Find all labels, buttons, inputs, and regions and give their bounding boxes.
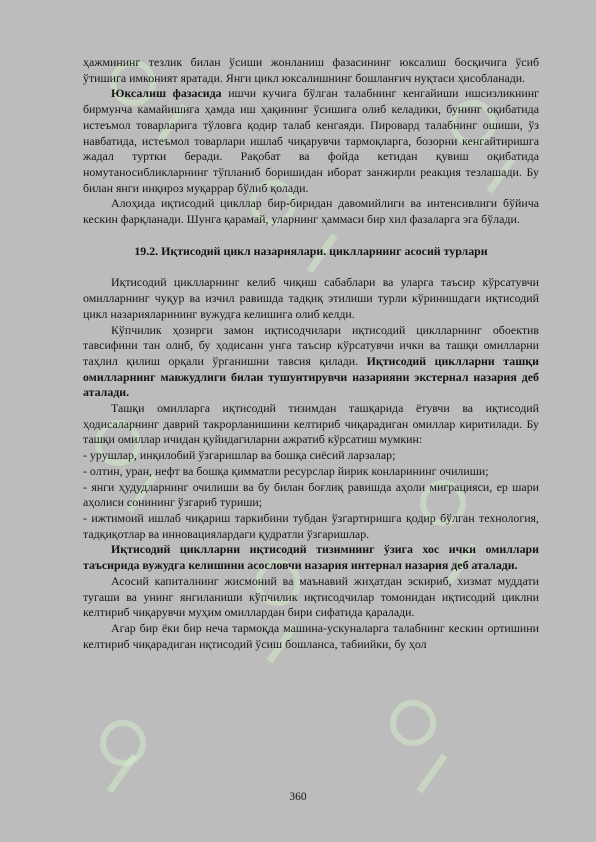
text-run: Асосий капиталнинг жисмоний ва маънавий жиҳатдан эскириб, хизмат муддати тугаши ва унинг янгиланиши кўпчилик иқтисодчилар томонидан иқтисодий циклни келтириб чиқарувчи муҳим омиллардан бири сифатида қаралади. [83,573,539,620]
paragraph [83,542,539,573]
text-run: Алоҳида иқтисодий цикллар бир-биридан давомийлиги ва интенсивлиги бўйича кескин фарқланади. Шунга қарамай, уларнинг ҳаммаси бир хил фазаларга эга бўлади. [83,196,539,227]
bold-text-run: Иқтисодий циклларни ташқи омилларнинг мавжудлиги билан тушунтирувчи назарияни экстернал назария деб аталади. [83,353,539,400]
text-run: Иқтисодий циклларнинг келиб чиқиш сабаблари ва уларга таъсир кўрсатувчи омилларнинг чуқур ва изчил равишда тадқиқ этилиши турли кўринишдаги иқтисодий цикл назарияларининг вужудга келишига олиб келди. [83,275,539,321]
paragraph [83,323,539,402]
paragraph [83,621,539,652]
text-run: - янги ҳудудларнинг очилиши ва бу билан боғлиқ равишда аҳоли миграцияси, ер шари аҳолиси сонининг ўзгариб туриши; [83,479,539,510]
bold-text-run: Иқтисодий циклларни иқтисодий тизимнинг ўзига хос ички омиллари таъсирида вужудга келишини асословчи назария интернал назария деб аталади. [83,542,539,573]
text-run: Ташқи омилларга иқтисодий тизимдан ташқарида ётувчи ва иқтисодий ҳодисаларнинг даврий такрорланишини келтириб чиқарадиган омиллар киритилади. Бу ташқи омиллар ичидан қуйидагиларни ажратиб кўрсатиш мумкин: [83,401,539,447]
paragraph [83,55,539,86]
watermark-mark [390,700,436,746]
bullet-item [83,511,539,542]
text-run: ҳажмининг тезлик билан ўсиши жонланиш фазасининг юксалиш босқичига ўсиб ўтишига имконият яратади. Янги цикл юксалишнинг бошланғич нуқтаси ҳисобланади. [83,55,539,85]
bold-text-run: Юксалиш фазасида [111,86,222,101]
paragraph [83,401,539,448]
text-run: Кўпчилик ҳозирги замон иқтисодчилари иқтисодий циклларнинг обоектив тавсифини тан олиб, бу ҳодисанн унга таъсир кўрсатувчи ички ва ташқи омилларни таҳлил қилиш орқали ўрганишни тавсия қилади. [83,322,539,368]
bullet-item [83,448,539,464]
text-run: Агар бир ёки бир неча тармоқда машина-ускуналарга талабнинг кескин ортишини келтириб чиқарадиган иқтисодий ўсиш бошланса, табиийки, бу ҳол [83,620,539,651]
paragraph [83,196,539,227]
paragraph [83,574,539,621]
text-run: ишчи кучига бўлган талабнинг кенгайиши ишсизликнинг бирмунча камайишига ҳамда иш ҳақининг ўсишига олиб келадики, бунинг оқибатида истеъмол товарларига тўловга қодир талаб кенгаяди. Пировард талабнинг ошиши, ўз навбатида, истеъмол товарлари ишлаб чиқарувчи тармоқларга, бозорни кенгайтиришга жадал туртки беради. Рақобат ва фойда кетидан қувиш оқибатида номутаносибликларнинг тўпланиб боришидан иборат занжирли реакция тезлашади. Бу билан янги инқироз муқаррар бўлиб қолади. [83,86,539,195]
watermark-mark [417,753,448,793]
section-heading [83,244,539,260]
paragraph [83,86,539,196]
bullet-item [83,464,539,480]
bullet-item [83,480,539,511]
text-run: - ижтимоий ишлаб чиқариш таркибини тубдан ўзгартиришга қодир бўлган технология, тадқиқотлар ва инновациялардаги қудратли ўзгаришлар. [83,510,539,541]
bold-text-run: 19.2. Иқтисодий цикл назариялари. циклларнинг асосий турлари [134,243,488,258]
text-run: - урушлар, инқилобий ўзгаришлар ва бошқа сиёсий ларзалар; [83,448,396,463]
text-run: - олтин, уран, нефт ва бошқа қимматли ресурслар йирик конларининг очилиши; [83,463,489,478]
paragraph [83,275,539,322]
watermark-mark [100,720,146,766]
body-text [83,55,539,652]
page-number: 360 [289,791,307,803]
